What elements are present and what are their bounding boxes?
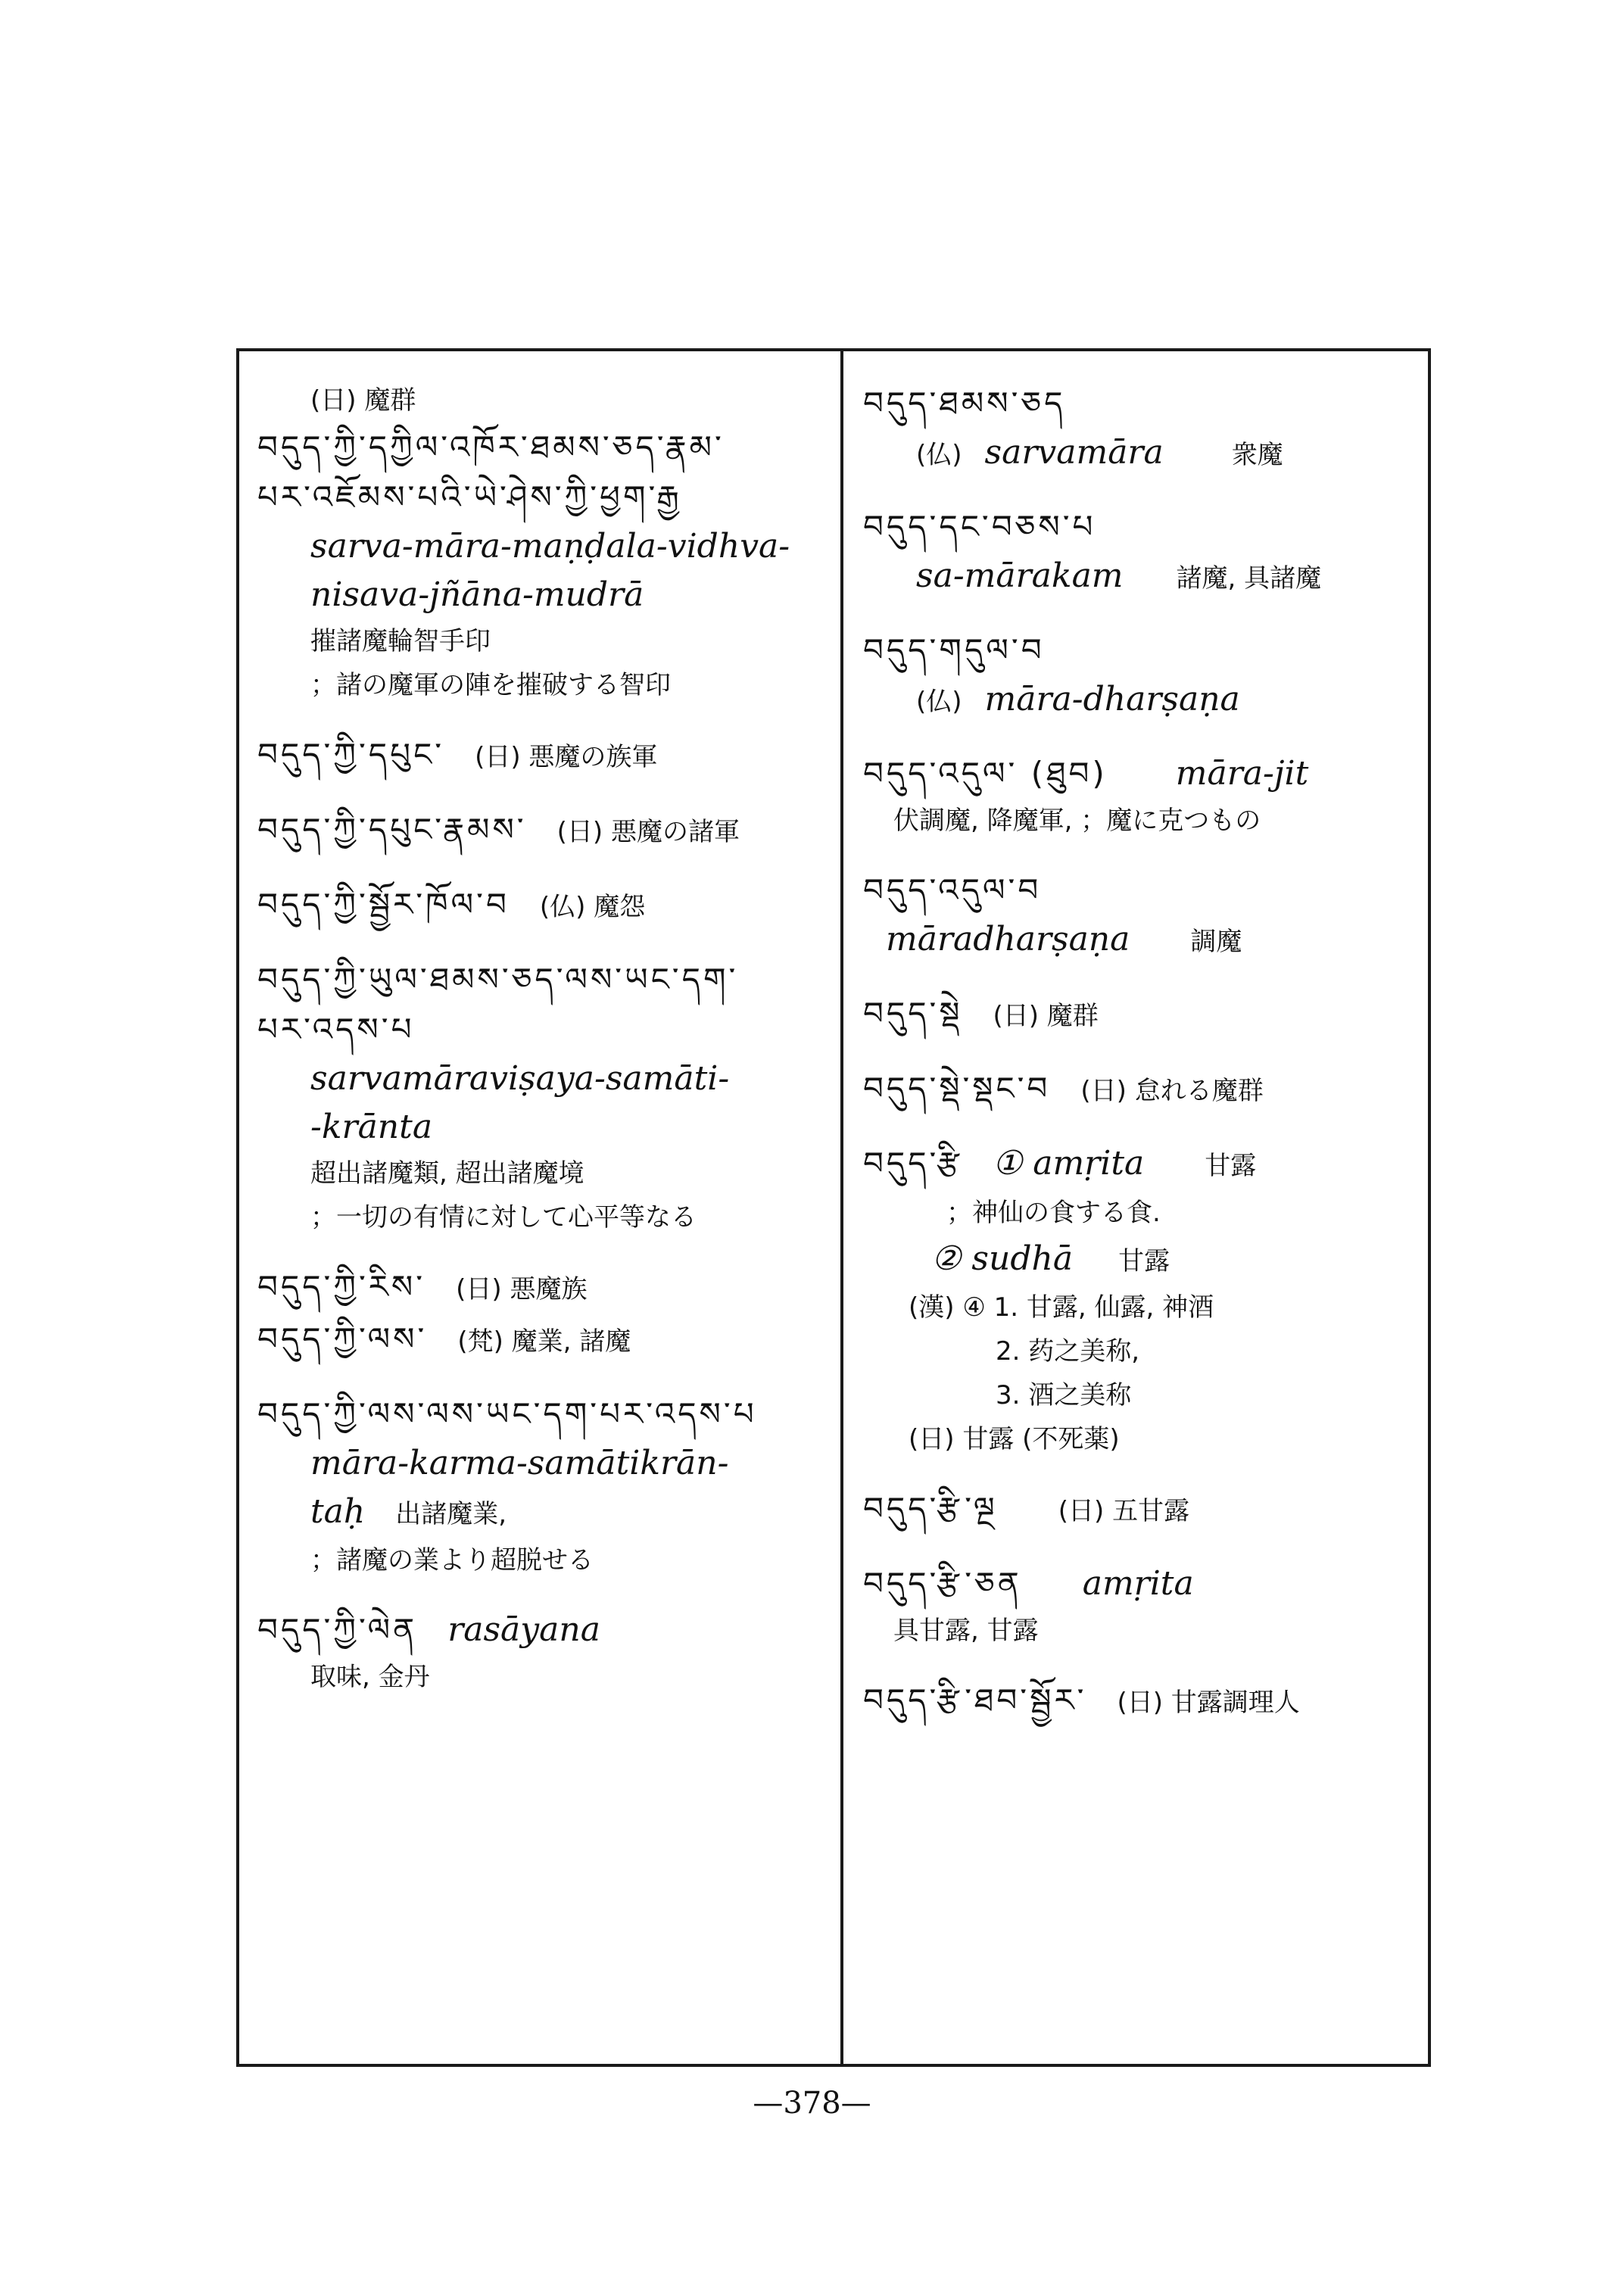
tibetan-term xyxy=(863,1064,1416,1116)
tibetan-term xyxy=(863,989,1416,1041)
definition: 超出諸魔類, 超出諸魔境 xyxy=(310,1158,584,1189)
tibetan-term xyxy=(863,1675,1416,1728)
tibetan-term: བདུད་འདུལ་བ xyxy=(863,871,1042,909)
definition: (仏) 魔怨 xyxy=(539,892,646,922)
tibetan-term xyxy=(863,749,1416,799)
tibetan-term xyxy=(257,805,833,857)
romanization xyxy=(863,552,1416,603)
tibetan-term: བདུད་གདུལ་བ xyxy=(863,631,1045,669)
definition: 諸魔, 具諸魔 xyxy=(1176,563,1322,594)
romanization xyxy=(863,915,1416,966)
definition: 3. 酒之美称 xyxy=(996,1380,1132,1410)
definition: (日) 甘露調理人 xyxy=(1117,1688,1300,1718)
tibetan-text: བདུད་སྡེ་སྡང་བ xyxy=(863,1070,1051,1107)
tibetan-text: བདུད་ཀྱི་རིས་ xyxy=(257,1268,426,1305)
romanization xyxy=(863,1235,1416,1286)
romanization: sarva-māra-maṇḍala-vidhva- xyxy=(310,527,790,566)
romanization: amṛita xyxy=(1082,1564,1194,1603)
right-column xyxy=(863,379,1416,1728)
definition: 甘露 xyxy=(1118,1246,1170,1276)
tibetan-term xyxy=(863,1484,1416,1536)
definition: 摧諸魔輪智手印 xyxy=(310,626,491,656)
tibetan-term xyxy=(257,730,833,782)
tibetan-text: བདུད་འདུལ་ (ཐུབ) xyxy=(863,755,1108,792)
romanization-text: ② sudhā xyxy=(931,1239,1074,1278)
tibetan-text: བདུད་སྡེ xyxy=(863,995,963,1032)
tibetan-text: བདུད་རྩི xyxy=(863,1145,962,1182)
tibetan-term: བདུད་ཐམས་ཅད xyxy=(863,385,1066,422)
tibetan-text: བདུད་རྩི་ཅན xyxy=(863,1565,1022,1602)
romanization-text: sa-mārakam xyxy=(916,556,1124,595)
tibetan-term xyxy=(257,1262,833,1314)
romanization: -krānta xyxy=(310,1108,433,1146)
tibetan-term: པར་འདས་པ xyxy=(257,1011,415,1048)
definition: 甘露 xyxy=(1205,1151,1257,1181)
definition: (日) 悪魔の諸軍 xyxy=(556,817,740,847)
tibetan-text: བདུད་ཀྱི་དཔུང་རྣམས་ xyxy=(257,811,527,848)
left-column xyxy=(257,379,833,1699)
romanization xyxy=(863,675,1416,726)
tibetan-term xyxy=(257,880,833,932)
romanization-text: māra-dharṣaṇa xyxy=(984,680,1240,718)
definition: (日) 悪魔族 xyxy=(456,1274,588,1304)
tibetan-term: བདུད་ཀྱི་ཡུལ་ཐམས་ཅད་ལས་ཡང་དག་ xyxy=(257,961,739,998)
tibetan-term: བདུད་ཀྱི་ལས་ལས་ཡང་དག་པར་འདས་པ xyxy=(257,1395,757,1432)
definition: 具甘露, 甘露 xyxy=(893,1616,1039,1646)
romanization: māra-jit xyxy=(1175,754,1309,793)
definition: 出諸魔業, xyxy=(395,1499,507,1529)
definition: (漢) ④ 1. 甘露, 仙露, 神酒 xyxy=(909,1292,1214,1323)
definition: ；神仙の食する食. xyxy=(946,1198,1161,1228)
definition: ；諸魔の業より超脱せる xyxy=(310,1545,594,1576)
definition: (日) 五甘露 xyxy=(1058,1496,1190,1526)
source-tag: (仏) xyxy=(916,687,962,717)
romanization: sarvamāraviṣaya-samāti- xyxy=(310,1059,730,1098)
source-tag: (仏) xyxy=(916,440,962,470)
tibetan-term xyxy=(257,1314,833,1367)
definition: 伏調魔, 降魔軍, ；魔に克つもの xyxy=(893,806,1261,836)
definition: ；諸の魔軍の陣を摧破する智印 xyxy=(310,670,671,700)
definition: ；一切の有情に対して心平等なる xyxy=(310,1202,697,1233)
definition: (日) 魔群 xyxy=(993,1001,1099,1031)
tibetan-text: བདུད་ཀྱི་ལས་ xyxy=(257,1320,428,1357)
romanization: māra-karma-samātikrān- xyxy=(310,1444,729,1482)
definition: 調魔 xyxy=(1190,927,1242,957)
tibetan-text: བདུད་རྩི་ལྔ xyxy=(863,1490,998,1527)
tibetan-text: བདུད་ཀྱི་ལེན xyxy=(257,1611,418,1648)
definition: (日) 怠れる魔群 xyxy=(1080,1076,1264,1106)
romanization xyxy=(863,429,1416,479)
tibetan-term xyxy=(863,1559,1416,1609)
definition: 取味, 金丹 xyxy=(310,1662,430,1692)
page-number: —378— xyxy=(753,2086,871,2121)
definition: 衆魔 xyxy=(1231,440,1283,470)
tibetan-term: བདུད་དང་བཅས་པ xyxy=(863,508,1096,545)
column-divider xyxy=(840,350,843,2065)
definition: (日) 甘露 (不死薬) xyxy=(909,1424,1120,1454)
romanization-text: sarvamāra xyxy=(984,433,1164,472)
romanization-text: taḥ xyxy=(310,1492,366,1531)
tibetan-text: བདུད་རྩི་ཐབ་སྦྱོར་ xyxy=(863,1682,1087,1719)
tibetan-term: བདུད་ཀྱི་དཀྱིལ་འཁོར་ཐམས་ཅད་རྣམ་ xyxy=(257,429,725,466)
tibetan-term xyxy=(863,1139,1416,1191)
tibetan-term: པར་འཇོམས་པའི་ཡེ་ཤེས་ཀྱི་ཕྱག་རྒྱ xyxy=(257,478,682,516)
definition: 2. 药之美称, xyxy=(996,1336,1140,1367)
romanization xyxy=(257,1488,833,1538)
entry-heading: (日) 魔群 xyxy=(310,385,416,416)
tibetan-text: བདུད་ཀྱི་སྦྱོར་ཁོལ་བ xyxy=(257,886,510,923)
romanization-text: māradharṣaṇa xyxy=(886,920,1130,958)
definition: (日) 悪魔の族軍 xyxy=(475,742,658,772)
romanization: rasāyana xyxy=(447,1610,600,1649)
romanization: ① amṛita xyxy=(992,1144,1145,1183)
romanization: nisava-jñāna-mudrā xyxy=(310,575,644,614)
tibetan-term xyxy=(257,1605,833,1655)
tibetan-text: བདུད་ཀྱི་དཔུང་ xyxy=(257,736,445,773)
definition: (梵) 魔業, 諸魔 xyxy=(457,1326,631,1357)
